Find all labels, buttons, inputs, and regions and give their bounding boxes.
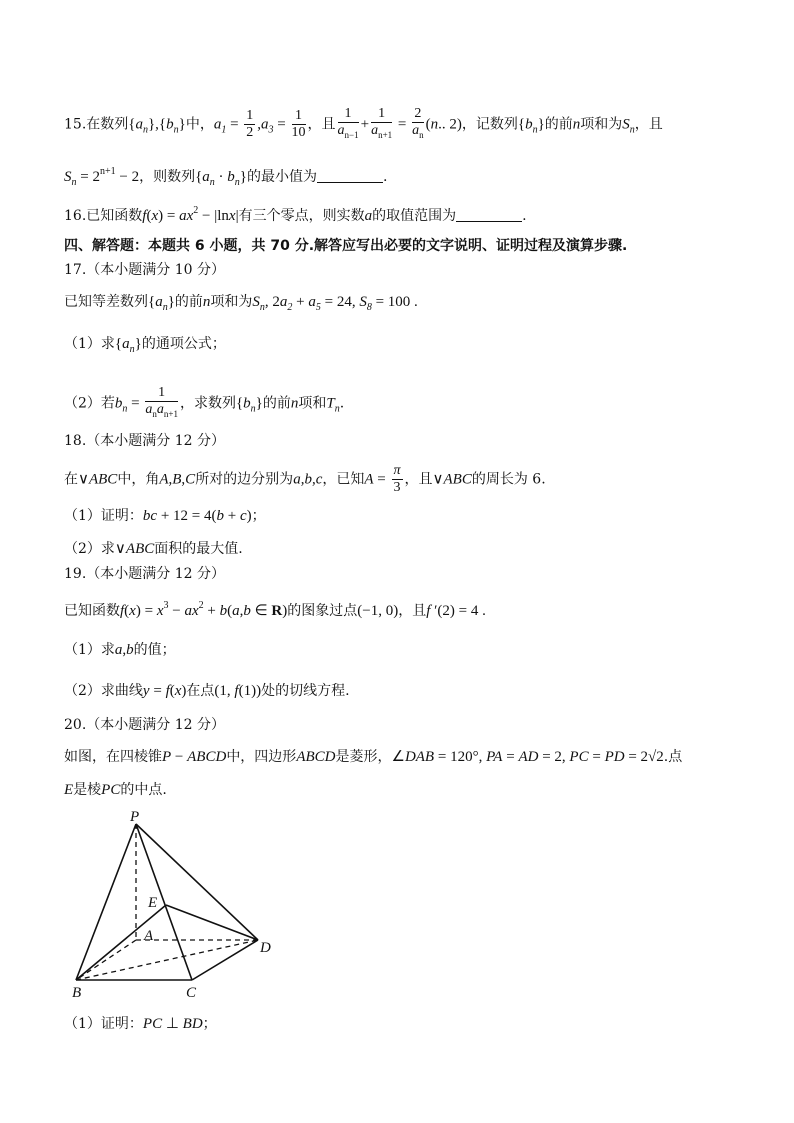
edge-CD <box>192 940 258 980</box>
q18-part1: （1）证明：bc + 12 = 4(b + c)； <box>64 508 266 524</box>
q18-part2: （2）求∨ABC面积的最大值. <box>64 541 243 557</box>
label-P: P <box>130 809 140 825</box>
fraction: $\frac{2}{a_n}$ <box>412 106 424 140</box>
q19-part2: （2）求曲线y = f(x)在点(1, f(1))处的切线方程. <box>64 683 350 699</box>
q17-stem: 已知等差数列$\{a_n\}$的前n项和为$S_n$, $2a_2 + a_5 = 24$, $S_8 = 100$ . <box>64 294 418 313</box>
fraction: $\frac{1}{a_{n-1}}$ <box>337 106 359 140</box>
label-D: D <box>260 940 271 956</box>
q15-text: 15.在数列 <box>64 116 129 133</box>
edge-PD <box>136 824 258 940</box>
q20-header: 20.（本小题满分 12 分） <box>64 717 225 733</box>
q17-part2: （2）若$b_n$ = $\frac{1}{a_na_{n+1}}$ ，求数列$\{b_n\}$的前n项和$T_n$. <box>64 385 344 422</box>
q19-header: 19.（本小题满分 12 分） <box>64 566 225 582</box>
label-B: B <box>72 985 82 998</box>
label-A: A <box>144 928 154 944</box>
q15-line1: 15.在数列$\{a_n\},\{b_n\}$中，$a_1$ = $\frac{1}{2}$ $,a_3$ = $\frac{1}{10}$ ，且 $\frac{1}{a_{n-1}}$ + $\frac{1}{a_{n+1}}$ = $\frac{2}{a_n}$ (n.. 2)，记数列$\{b_n\}$的前n项和为$S_n$，且 <box>64 106 663 143</box>
q20-stem-line2: E是棱PC的中点. <box>64 782 167 798</box>
section-heading: 四、解答题：本题共 6 小题，共 70 分.解答应写出必要的文字说明、证明过程及演算步骤. <box>64 238 628 254</box>
edge-BD-hidden <box>76 940 258 980</box>
label-E: E <box>148 895 158 911</box>
edge-ED <box>166 905 258 940</box>
label-C: C <box>186 985 197 998</box>
fraction: $\frac{1}{a_{n+1}}$ <box>371 106 393 140</box>
fraction: $\frac{1}{2}$ <box>246 107 254 140</box>
q19-stem: 已知函数$f(x) = x^3 - ax^2 + b(a,b$ ∈ R)的图象过点(−1, 0)，且f ′(2) = 4 . <box>64 600 486 619</box>
q18-stem: 在∨ABC中，角A,B,C所对的边分别为a,b,c，已知A = $\frac{\pi}{3}$ ，且∨ABC的周长为 6. <box>64 463 546 495</box>
fraction: $\frac{\pi}{3}$ <box>393 463 401 495</box>
answer-blank[interactable] <box>456 207 522 222</box>
q19-part1: （1）求a,b的值； <box>64 642 176 658</box>
pyramid-diagram <box>64 808 284 998</box>
answer-blank[interactable] <box>317 168 383 183</box>
q16-line: 16.已知函数$f(x) = ax^2 - |\ln x|$有三个零点，则实数a的取值范围为 . <box>64 205 527 224</box>
fraction: $\frac{1}{10}$ <box>291 107 306 140</box>
fraction: $\frac{1}{a_na_{n+1}}$ <box>145 385 178 419</box>
q17-header: 17.（本小题满分 10 分） <box>64 262 225 278</box>
q20-part1: （1）证明：PC ⊥ BD； <box>64 1016 217 1032</box>
edge-PB <box>76 824 136 980</box>
q20-stem: 如图，在四棱锥P − ABCD中，四边形ABCD是菱形，∠DAB = 120°, PA = AD = 2, PC = PD = 2√2.点 <box>64 749 683 765</box>
q17-part1: （1）求$\{a_n\}$的通项公式； <box>64 336 226 355</box>
pyramid-figure <box>64 808 284 1002</box>
q15-line2: $S_n = 2^{n+1} - 2$，则数列$\{a_n \cdot b_n\}$的最小值为 . <box>64 166 388 188</box>
q18-header: 18.（本小题满分 12 分） <box>64 433 225 449</box>
